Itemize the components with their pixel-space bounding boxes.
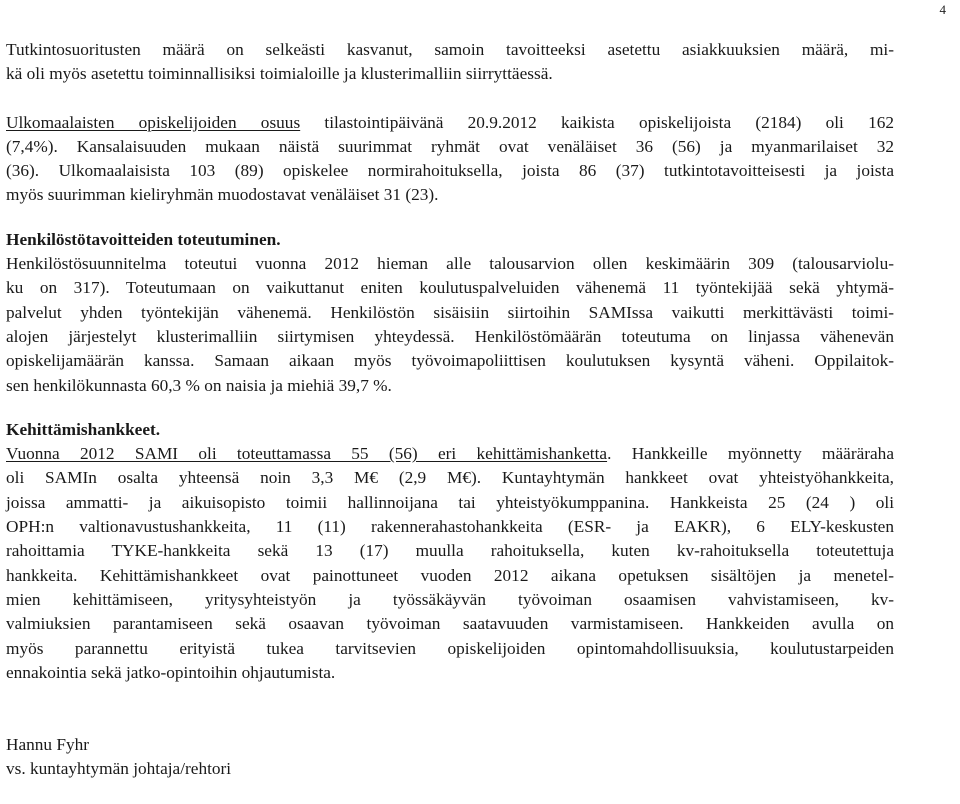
paragraph-line: hankkeita. Kehittämishankkeet ovat painottuneet vuoden 2012 aikana opetuksen sisältöjen ja menetel-: [6, 565, 894, 585]
paragraph-line: sen henkilökunnasta 60,3 % on naisia ja miehiä 39,7 %.: [6, 375, 392, 395]
paragraph-line: myös suurimman kieliryhmän muodostavat venäläiset 31 (23).: [6, 185, 439, 205]
underlined-phrase: Ulkomaalaisten opiskelijoiden osuus: [6, 112, 301, 132]
signature-title: vs. kuntayhtymän johtaja/rehtori: [6, 759, 232, 779]
paragraph-line: myös parannettu erityistä tukea tarvitsevien opiskelijoiden opintomahdollisuuksia, koulutustarpeiden: [6, 638, 894, 658]
paragraph-line: ennakointia sekä jatko-opintoihin ohjautumista.: [6, 662, 336, 682]
document-body: [6, 38, 894, 782]
text-span: tilastointipäivänä 20.9.2012 kaikista opiskelijoista (2184) oli 162: [300, 112, 894, 132]
paragraph-line: kä oli myös asetettu toiminnallisiksi toimialoille ja klusterimalliin siirryttäessä.: [6, 64, 553, 84]
paragraph-line: palvelut yhden työntekijän vähenemä. Henkilöstön sisäisiin siirtoihin SAMIssa vaikutti merkittävästi toimi-: [6, 302, 894, 322]
paragraph-line: rahoittamia TYKE-hankkeita sekä 13 (17) muulla rahoituksella, kuten kv-rahoituksella toteutettuja: [6, 541, 894, 561]
paragraph-line: alojen järjestelyt klusterimalliin siirtymisen yhteydessä. Henkilöstömäärän toteutuma on linjassa vähenevän: [6, 326, 894, 346]
page-number: 4: [939, 2, 946, 17]
section-heading: Henkilöstötavoitteiden toteutuminen.: [6, 229, 281, 249]
paragraph-line: Henkilöstösuunnitelma toteutui vuonna 2012 hieman alle talousarvion ollen keskimäärin 309 (talousarviolu-: [6, 254, 894, 274]
paragraph-line: [6, 111, 894, 135]
paragraph-line: (7,4%). Kansalaisuuden mukaan näistä suurimmat ryhmät ovat venäläiset 36 (56) ja myanmarilaiset 32: [6, 136, 894, 156]
signature-name: Hannu Fyhr: [6, 735, 90, 755]
paragraph-line: (36). Ulkomaalaisista 103 (89) opiskelee normirahoituksella, joista 86 (37) tutkintotavoitteisesti ja joista: [6, 161, 894, 181]
paragraph-line: valmiuksien parantamiseen sekä osaavan työvoiman saatavuuden varmistamiseen. Hankkeiden avulla on: [6, 614, 894, 634]
paragraph-line: mien kehittämiseen, yritysyhteistyön ja työssäkäyvän työvoiman osaamisen vahvistamiseen, kv-: [6, 589, 894, 609]
paragraph-line: ku on 317). Toteutumaan on vaikuttanut eniten koulutuspalveluiden vähenemä 11 työntekijää sekä yhtymä-: [6, 278, 894, 298]
underlined-phrase: Vuonna 2012 SAMI oli toteuttamassa 55 (56) eri kehittämishanketta: [6, 444, 608, 464]
paragraph-line: OPH:n valtionavustushankkeita, 11 (11) rakennerahastohankkeita (ESR- ja EAKR), 6 ELY-keskusten: [6, 517, 894, 537]
paragraph-line: oli SAMIn osalta yhteensä noin 3,3 M€ (2,9 M€). Kuntayhtymän hankkeet ovat yhteistyöhankkeita,: [6, 468, 894, 488]
paragraph-line: Tutkintosuoritusten määrä on selkeästi kasvanut, samoin tavoitteeksi asetettu asiakkuuksien määrä, mi-: [6, 40, 894, 59]
section-heading: Kehittämishankkeet.: [6, 419, 161, 439]
text-span: . Hankkeille myönnetty määräraha: [607, 444, 894, 464]
paragraph-line: joissa ammatti- ja aikuisopisto toimii hallinnoijana tai yhteistyökumppanina. Hankkeista 25 (24 ) oli: [6, 492, 894, 512]
paragraph-line: opiskelijamäärän kanssa. Samaan aikaan myös työvoimapoliittisen koulutuksen kysyntä väheni. Oppilaitok-: [6, 351, 894, 371]
paragraph-line: [6, 442, 894, 466]
